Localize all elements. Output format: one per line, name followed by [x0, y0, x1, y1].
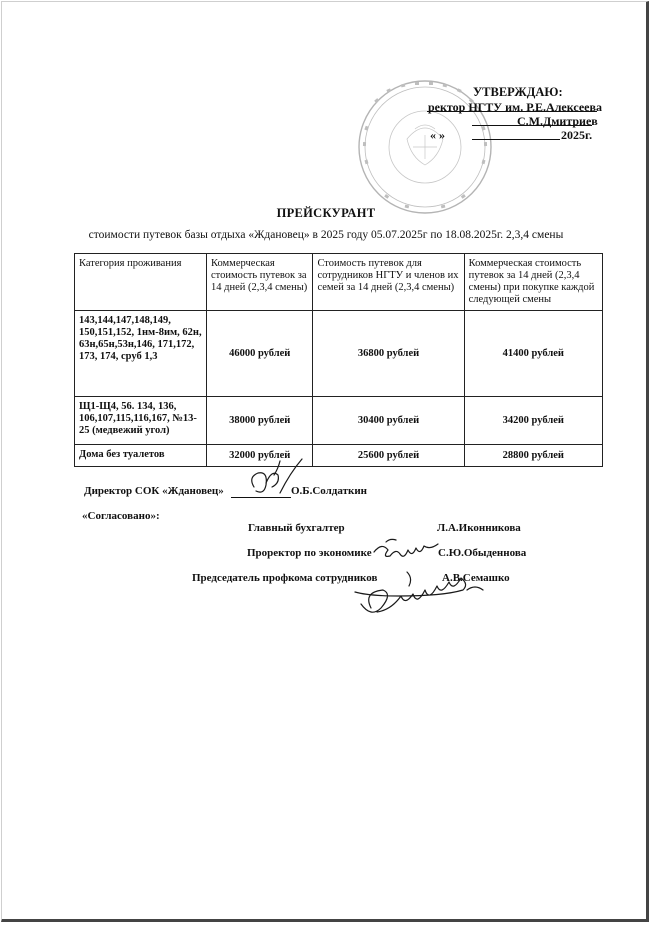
- accountant-label: Главный бухгалтер: [248, 522, 345, 534]
- price-staff: 36800 рублей: [313, 311, 464, 397]
- price-next-shift: 28800 рублей: [464, 445, 602, 467]
- approval-underline: [427, 111, 597, 112]
- header-next-shift: Коммерческая стоимость путевок за 14 дней (2,3,4 смены) при покупке каждой следующей смены: [464, 254, 602, 311]
- row-category: Щ1-Щ4, 56. 134, 136, 106,107,115,116,167, №13-25 (медвежий угол): [75, 397, 207, 445]
- header-commercial: Коммерческая стоимость путевок за 14 дней (2,3,4 смены): [207, 254, 313, 311]
- approval-signature-line: [472, 125, 592, 126]
- prorector-name: С.Ю.Обыденнова: [438, 547, 527, 559]
- agreed-label: «Согласовано»:: [82, 510, 160, 522]
- row-category: Дома без туалетов: [75, 445, 207, 467]
- union-label: Председатель профкома сотрудников: [192, 572, 378, 584]
- document-title: ПРЕЙСКУРАНТ: [276, 206, 376, 220]
- table-header-row: [75, 254, 603, 311]
- table-row: [75, 397, 603, 445]
- price-next-shift: 34200 рублей: [464, 397, 602, 445]
- approval-name: С.М.Дмитриев: [517, 114, 598, 128]
- prorector-label: Проректор по экономике: [247, 547, 372, 559]
- approval-position: ректор НГТУ им. Р.Е.Алексеева: [428, 100, 602, 114]
- price-commercial: 38000 рублей: [207, 397, 313, 445]
- director-name: О.Б.Солдаткин: [291, 485, 367, 497]
- director-signature: [240, 457, 310, 505]
- prorector-signature: [370, 536, 442, 562]
- price-staff: 30400 рублей: [313, 397, 464, 445]
- price-staff: 25600 рублей: [313, 445, 464, 467]
- header-category: Категория проживания: [75, 254, 207, 311]
- approval-year: 2025г.: [561, 128, 593, 142]
- union-name: А.В.Семашко: [442, 572, 510, 584]
- director-label: Директор СОК «Ждановец»: [84, 485, 224, 497]
- header-staff: Стоимость путевок для сотрудников НГТУ и членов их семей за 14 дней (2,3,4 смены): [313, 254, 464, 311]
- approval-date-quotes: « »: [430, 128, 445, 142]
- table-row: [75, 445, 603, 467]
- price-commercial: 32000 рублей: [207, 445, 313, 467]
- price-table: [74, 253, 603, 467]
- document-subtitle: стоимости путевок базы отдыха «Ждановец» в 2025 году 05.07.2025г по 18.08.2025г. 2,3,4 смены: [88, 229, 564, 241]
- approval-title: УТВЕРЖДАЮ:: [473, 85, 563, 99]
- approval-date-line: [472, 139, 560, 140]
- document-page: [1, 1, 649, 922]
- row-category: 143,144,147,148,149, 150,151,152, 1нм-8им, 62н, 63н,65н,53н,146, 171,172, 173, 174, сруб 1,3: [75, 311, 207, 397]
- table-row: [75, 311, 603, 397]
- price-commercial: 46000 рублей: [207, 311, 313, 397]
- union-signature: [347, 568, 507, 628]
- price-next-shift: 41400 рублей: [464, 311, 602, 397]
- accountant-name: Л.А.Иконникова: [437, 522, 521, 534]
